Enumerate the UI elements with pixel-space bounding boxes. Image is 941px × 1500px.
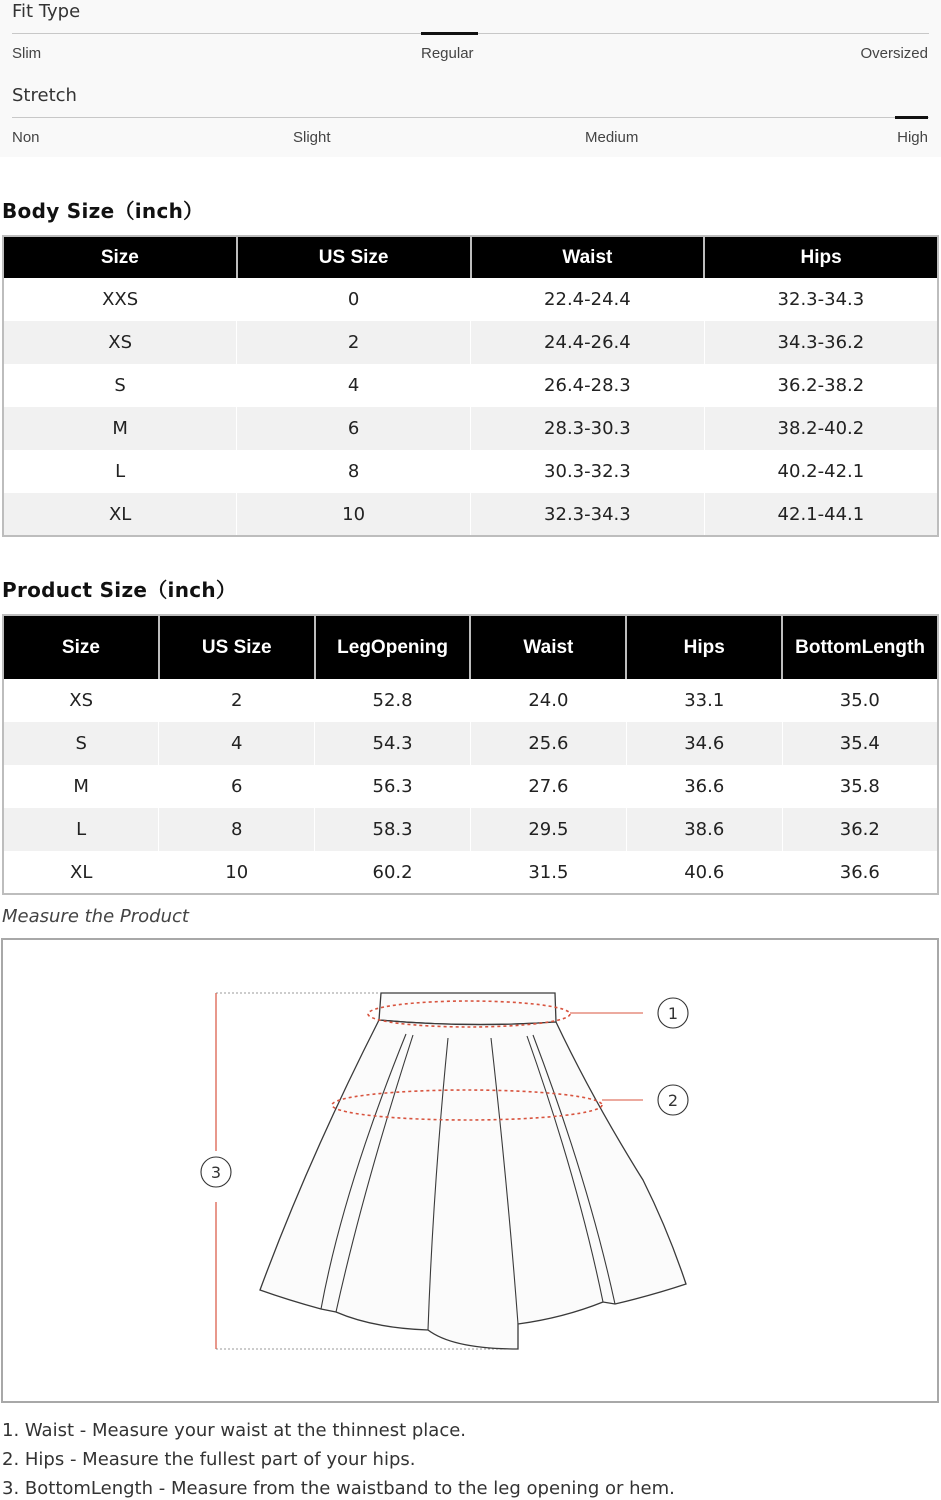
- table-cell: 28.3-30.3: [471, 407, 705, 450]
- table-cell: 40.6: [626, 851, 782, 894]
- table-row: [3, 364, 938, 407]
- table-cell: 42.1-44.1: [704, 493, 938, 536]
- table-cell: 25.6: [470, 722, 626, 765]
- table-cell: 32.3-34.3: [704, 278, 938, 321]
- table-header-row: [3, 615, 938, 679]
- table-row: [3, 808, 938, 851]
- table-cell: M: [3, 407, 237, 450]
- table-cell: 54.3: [315, 722, 471, 765]
- stretch-label-non: Non: [12, 129, 40, 146]
- measure-diagram: [1, 938, 939, 1403]
- stretch-label-slight: Slight: [293, 129, 331, 146]
- table-cell: 27.6: [470, 765, 626, 808]
- table-cell: 60.2: [315, 851, 471, 894]
- table-cell: 35.4: [782, 722, 938, 765]
- table-cell: 31.5: [470, 851, 626, 894]
- table-cell: 36.2-38.2: [704, 364, 938, 407]
- fit-type-label-oversized: Oversized: [860, 45, 928, 62]
- table-cell: 34.6: [626, 722, 782, 765]
- column-header: Size: [3, 236, 237, 278]
- table-cell: 58.3: [315, 808, 471, 851]
- table-cell: 10: [237, 493, 471, 536]
- column-header: US Size: [237, 236, 471, 278]
- table-cell: 30.3-32.3: [471, 450, 705, 493]
- table-cell: M: [3, 765, 159, 808]
- table-cell: 38.2-40.2: [704, 407, 938, 450]
- table-cell: 35.0: [782, 679, 938, 722]
- skirt-body: [260, 1020, 686, 1349]
- column-header: Hips: [704, 236, 938, 278]
- table-cell: 32.3-34.3: [471, 493, 705, 536]
- table-cell: S: [3, 364, 237, 407]
- table-cell: 34.3-36.2: [704, 321, 938, 364]
- table-cell: 22.4-24.4: [471, 278, 705, 321]
- table-cell: 6: [237, 407, 471, 450]
- table-cell: 29.5: [470, 808, 626, 851]
- table-row: [3, 450, 938, 493]
- table-cell: 10: [159, 851, 315, 894]
- table-row: [3, 493, 938, 536]
- column-header: Hips: [626, 615, 782, 679]
- table-cell: XXS: [3, 278, 237, 321]
- column-header: Waist: [470, 615, 626, 679]
- product-size-table: [2, 614, 939, 895]
- table-row: [3, 765, 938, 808]
- note-bottom-length: 3. BottomLength - Measure from the waistband to the leg opening or hem.: [2, 1478, 675, 1499]
- table-row: [3, 407, 938, 450]
- table-cell: 4: [237, 364, 471, 407]
- table-cell: 35.8: [782, 765, 938, 808]
- note-waist: 1. Waist - Measure your waist at the thinnest place.: [2, 1420, 467, 1441]
- table-cell: 2: [159, 679, 315, 722]
- note-hips: 2. Hips - Measure the fullest part of your hips.: [2, 1449, 416, 1470]
- fit-type-selected-marker: [421, 32, 478, 35]
- table-row: [3, 679, 938, 722]
- table-cell: 36.6: [626, 765, 782, 808]
- fit-type-label-regular: Regular: [421, 45, 474, 62]
- table-cell: 24.4-26.4: [471, 321, 705, 364]
- table-cell: 6: [159, 765, 315, 808]
- table-cell: 33.1: [626, 679, 782, 722]
- table-cell: 38.6: [626, 808, 782, 851]
- skirt-waistband: [379, 993, 556, 1025]
- stretch-selected-marker: [895, 116, 928, 119]
- table-cell: L: [3, 808, 159, 851]
- marker-1-label: 1: [667, 1004, 679, 1023]
- table-cell: 24.0: [470, 679, 626, 722]
- table-row: [3, 278, 938, 321]
- table-cell: 52.8: [315, 679, 471, 722]
- measure-title: Measure the Product: [2, 906, 189, 927]
- table-header-row: [3, 236, 938, 278]
- marker-2-label: 2: [667, 1091, 679, 1110]
- column-header: Waist: [471, 236, 705, 278]
- stretch-title: Stretch: [12, 85, 77, 106]
- measure-notes: [2, 1416, 675, 1500]
- table-row: [3, 321, 938, 364]
- product-size-title: Product Size（inch）: [2, 578, 237, 602]
- stretch-label-high: High: [897, 129, 928, 146]
- table-cell: 40.2-42.1: [704, 450, 938, 493]
- stretch-scale-line: [12, 117, 929, 118]
- table-cell: XL: [3, 851, 159, 894]
- table-cell: 56.3: [315, 765, 471, 808]
- stretch-label-medium: Medium: [585, 129, 639, 146]
- column-header: Size: [3, 615, 159, 679]
- fit-type-title: Fit Type: [12, 1, 81, 22]
- marker-3-label: 3: [210, 1163, 222, 1182]
- fit-stretch-panel: [0, 0, 941, 157]
- table-cell: 36.6: [782, 851, 938, 894]
- body-size-title: Body Size（inch）: [2, 199, 204, 223]
- table-cell: 0: [237, 278, 471, 321]
- table-cell: XS: [3, 679, 159, 722]
- table-cell: 8: [159, 808, 315, 851]
- body-size-table: [2, 235, 939, 537]
- table-cell: 26.4-28.3: [471, 364, 705, 407]
- skirt-diagram-svg: [3, 940, 937, 1401]
- column-header: BottomLength: [782, 615, 938, 679]
- column-header: LegOpening: [315, 615, 471, 679]
- table-cell: 36.2: [782, 808, 938, 851]
- table-cell: S: [3, 722, 159, 765]
- fit-type-label-slim: Slim: [12, 45, 42, 62]
- table-cell: XL: [3, 493, 237, 536]
- table-cell: L: [3, 450, 237, 493]
- table-cell: 2: [237, 321, 471, 364]
- table-cell: 8: [237, 450, 471, 493]
- column-header: US Size: [159, 615, 315, 679]
- table-row: [3, 851, 938, 894]
- table-cell: XS: [3, 321, 237, 364]
- table-row: [3, 722, 938, 765]
- table-cell: 4: [159, 722, 315, 765]
